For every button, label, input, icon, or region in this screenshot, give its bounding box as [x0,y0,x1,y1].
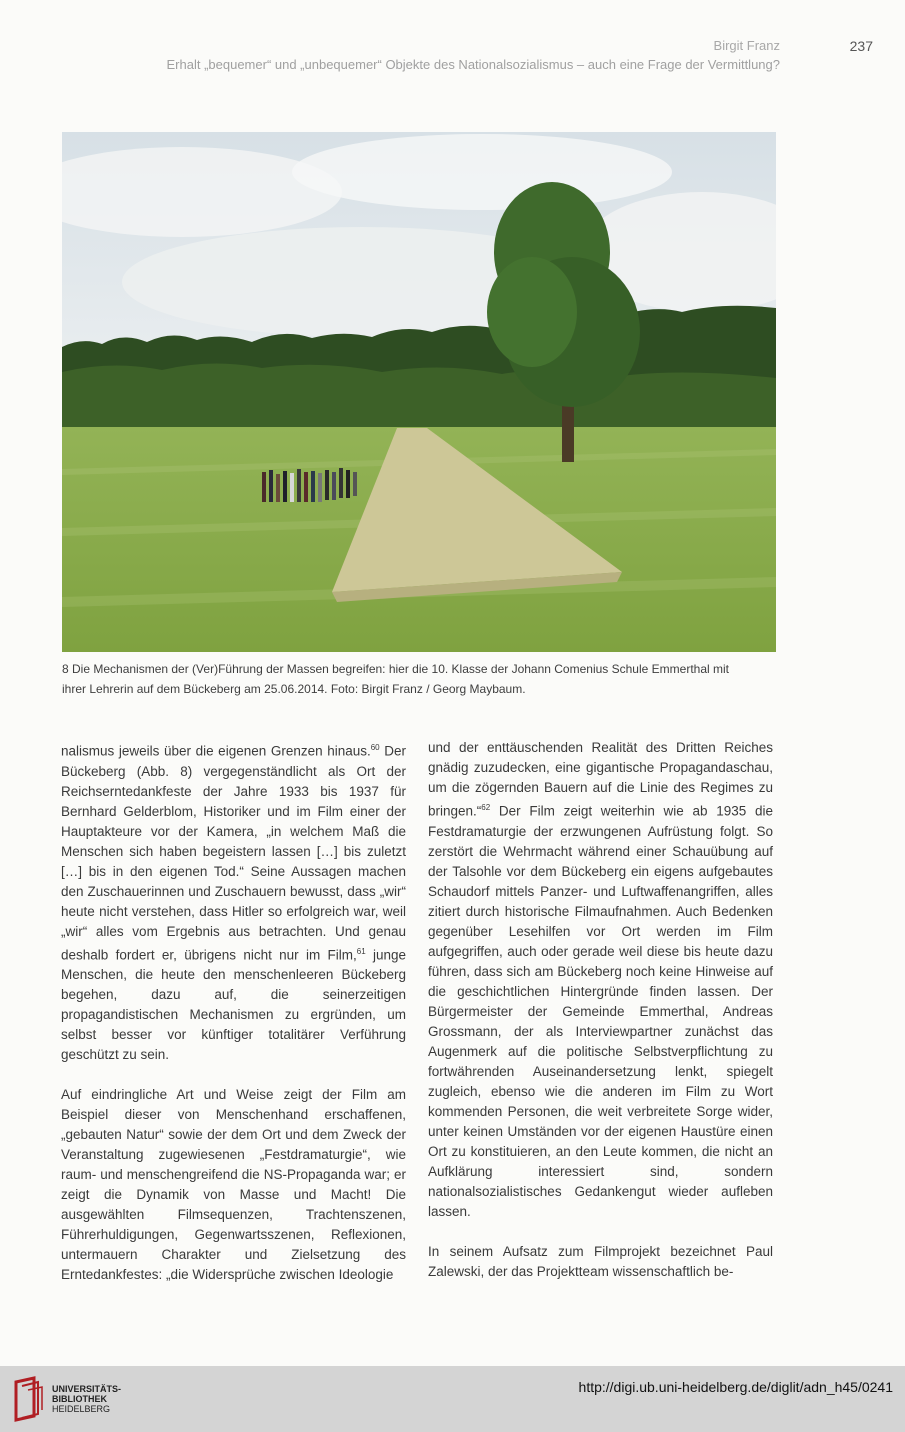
paragraph [61,738,406,1065]
footnote-ref: 62 [481,803,491,812]
page-number: 237 [849,38,873,54]
footnote-ref: 60 [370,743,380,752]
treeline-highlight [62,363,776,432]
right-column [428,738,773,1282]
source-url-link[interactable]: http://digi.ub.uni-heidelberg.de/diglit/adn_h45/0241 [578,1379,893,1395]
paragraph [428,738,773,1222]
running-head-author: Birgit Franz [713,38,780,53]
text-run: junge Menschen, die heute den menschenleeren Bückeberg begehen, dazu auf, die seinerzeitigen propagandistischen Mechanismen zu ergründen, um selbst besser vor künftiger totalitärer Verführung geschützt zu sein. [61,947,406,1062]
library-name-line: UNIVERSITÄTS- [52,1384,122,1394]
text-run: Der Bückeberg (Abb. 8) vergegenständlicht als Ort der Reichserntedankfeste der Jahre 1933 bis 1937 für Bernhard Gelderblom, Historiker und im Film einer der Hauptakteure vor der Kamera, „in welchem Maß die Menschen sich haben begeistern lassen […] bis zuletzt […] bis in den eigenen Tod.“ Seine Aussagen machen den Zuschauerinnen und Zuschauern bewusst, dass „wir“ heute nicht verstehen, dass Hitler so erfolgreich war, weil „wir“ alles vom Ergebnis aus betrachten. Und genau deshalb fordert er, übrigens nicht nur im Film, [61,743,406,962]
figure-photo-bueckeberg [62,132,776,652]
library-name-line: BIBLIOTHEK [52,1394,107,1404]
text-run: Der Film zeigt weiterhin wie ab 1935 die Festdramaturgie der erzwungenen Aufrüstung folgt. So zerstört die Wehrmacht während einer Schauübung auf der Talsohle vor dem Bückeberg ein eigens aufgebautes Schaudorf mittels Panzer- und Luftwaffenangriffen, alles zitiert durch historische Filmaufnahmen. Auch Bedenken gegenüber Lesehilfen vor Ort werden im Film aufgegriffen, auch oder gerade weil diese bis heute dazu führen, dass sich am Bückeberg noch keine Hinweise auf die geschichtlichen Hintergründe finden lassen. Der Bürgermeister der Gemeinde Emmerthal, Andreas Grossmann, der als Interviewpartner zunächst das Augenmerk auf die politische Selbstverpflichtung zu fortwährenden Auseinandersetzung lenkt, spiegelt zugleich, ebenso wie die anderen im Film zu Wort kommenden Personen, die weit verbreitete Sorge wider, unter keinen Umständen vor der eigenen Haustüre einen Ort zu konstituieren, an den Leute kommen, die nicht an Aufklärung interessiert sind, sondern nationalsozialistisches Gedankengut wieder aufleben lassen. [428,803,773,1219]
caption-line: 8 Die Mechanismen der (Ver)Führung der Massen begreifen: hier die 10. Klasse der Johann Comenius Schule Emmerthal mit [62,662,729,676]
cloud [292,134,672,210]
caption-line: ihrer Lehrerin auf dem Bückeberg am 25.06.2014. Foto: Birgit Franz / Georg Maybaum. [62,682,526,696]
left-column [61,738,406,1285]
digitization-footer [0,1366,905,1432]
paragraph: In seinem Aufsatz zum Filmprojekt bezeichnet Paul Zalewski, der das Projektteam wissenschaftlich be- [428,1243,773,1279]
paragraph: Auf eindringliche Art und Weise zeigt der Film am Beispiel dieser von Menschenhand erschaffenen, „gebauten Natur“ sowie der dem Ort und dem Zweck der Veranstaltung zugewiesenen „Festdramaturgie“, wie raum- und menschengreifend die NS-Propaganda war; er zeigt die Dynamik von Masse und Macht! Die ausgewählten Filmsequenzen, Trachtenszenen, Führerhuldigungen, Gegenwartsszenen, Reflexionen, untermauern Charakter und Zielsetzung des Erntedankfestes: „die Widersprüche zwischen Ideologie [61,1087,406,1282]
text-run: und der enttäuschenden Realität des Dritten Reiches gnädig zuzudecken, eine gigantische Propagandaschau, um die zögernden Bauern auf die Linie des Regimes zu bringen.“ [428,740,773,819]
university-library-logo-icon [10,1376,46,1422]
running-head-title: Erhalt „bequemer“ und „unbequemer“ Objekte des Nationalsozialismus – auch eine Frage der Vermittlung? [166,57,780,72]
text-run: nalismus jeweils über die eigenen Grenzen hinaus. [61,743,371,759]
landscape-photo [62,132,776,652]
footnote-ref: 61 [356,946,366,956]
tree-crown [487,257,577,367]
figure-caption [62,659,782,699]
library-name-line: HEIDELBERG [52,1404,111,1414]
library-name [52,1384,121,1414]
